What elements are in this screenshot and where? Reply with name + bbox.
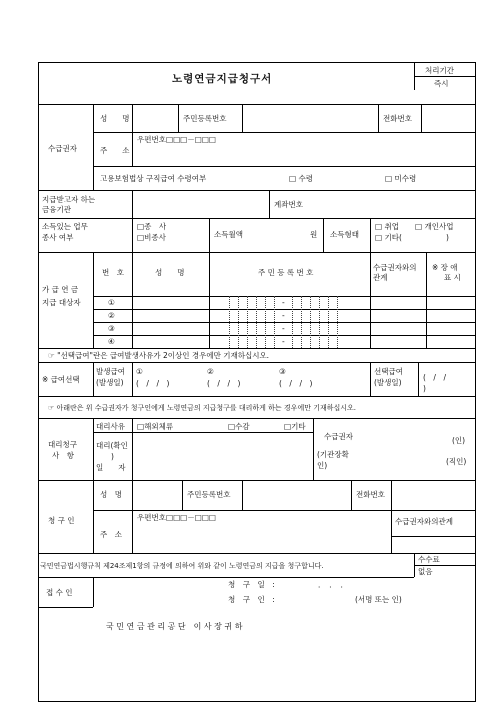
confirm-date-line3: 일 자 [96,463,126,472]
dependents-rrn-header: 주 민 등 록 번 호 [258,268,314,277]
received-checkbox[interactable]: □ 수령 [289,174,313,183]
dependents-name-header: 성 명 [155,268,185,277]
type-self-employed-checkbox[interactable]: □ 개인사업 [415,222,454,231]
confirm-date-line2: ) [96,452,114,461]
not-engaged-checkbox[interactable]: □비종사 [137,233,166,242]
income-label-line2: 종사 여부 [42,233,74,242]
claimant-proxy-name-label: 성 명 [100,490,122,499]
dependent-row-4-no: ④ [108,337,115,346]
reason-other-checkbox[interactable]: □기타 [284,422,306,431]
proxy-official-seal: (직인) [446,457,467,466]
engaged-checkbox[interactable]: □종 사 [137,222,167,231]
proxy-holder-sub-1: (기관장확 [317,450,349,459]
claimant-name-label: 성 명 [100,114,130,123]
proxy-reason-label: 대리사유 [96,422,125,431]
benefit-circle-1: ① [136,367,143,376]
selected-benefit-label-2: (발생일) [374,378,402,387]
proxy-holder-label: 수급권자 [324,432,353,441]
type-other-close: ) [446,233,449,242]
claimant-proxy-label: 청 구 인 [48,516,75,525]
fee-value: 없음 [418,567,433,576]
proxy-seal: (인) [452,436,466,445]
claimant-section-label: 수급권자 [48,144,77,153]
account-number-label: 계좌번호 [274,200,303,209]
proxy-note: ☞ 아래란은 위 수급권자가 청구인에게 노령연금의 지급청구를 대리하게 하는 경우에만 기재하십시오. [48,404,356,412]
selection-note: ☞ "선택급여"란은 급여발생사유가 2이상인 경우에만 기재하십시오. [48,351,270,360]
won-unit: 원 [310,230,318,239]
claimant-proxy-address-label: 주 소 [100,530,122,539]
declaration-text: 국민연금법시행규칙 제24조제1항의 규정에 의하여 위와 같이 노령연금의 지급을 청구합니다. [40,562,324,570]
bank-label-line1: 지급받고자 하는 [42,195,96,204]
claim-date-label: 청 구 일 : [228,580,275,589]
rrn-dash-3: - [282,324,285,333]
occurrence-label-2: (발생일) [96,378,124,387]
benefit-date-1: ( / / ) [136,379,170,388]
dependents-disability-header-1: ※ 장 애 [432,263,458,272]
not-received-checkbox[interactable]: □ 미수령 [385,174,417,183]
income-label-line1: 소득있는 업무 [42,222,88,231]
benefit-date-3: ( / / ) [279,379,313,388]
selected-benefit-label-1: 선택급여 [374,367,403,376]
form-title: 노령연금지급청구서 [172,73,273,85]
dependents-label-line2: 지급 대상자 [42,298,81,307]
rrn-dash-2: - [282,311,285,320]
dependents-relation-header-1: 수급권자와의 [373,263,417,272]
claimant-proxy-relation-label: 수급권자와의관계 [395,517,453,526]
fee-label: 수수료 [418,555,440,564]
claimant-postal-code: 우편번호□□□－□□□ [137,135,216,144]
claimant-phone-label: 전화번호 [383,114,412,123]
dependents-no-header: 번 호 [102,268,124,277]
reason-abroad-checkbox[interactable]: □해외체류 [137,422,174,431]
benefit-circle-3: ③ [279,367,286,376]
claimant-address-label: 주 소 [100,146,130,155]
type-other-checkbox[interactable]: □ 기타( [375,233,402,242]
rrn-dash-1: - [282,298,285,307]
claimant-rrn-label: 주민등록번호 [183,114,227,123]
dependents-relation-header-2: 관계 [373,273,388,282]
dependents-label-line1: 가 급 연 금 [42,285,79,294]
employment-insurance-label: 고용보험법상 구직급여 수령여부 [100,174,207,183]
dependent-row-2-no: ② [108,311,115,320]
bank-label-line2: 금융기관 [42,205,71,214]
benefit-selection-label: ※ 급여선택 [42,375,80,384]
claimant-proxy-rrn-label: 주민등록번호 [187,490,231,499]
income-type-label: 소득형태 [330,230,359,239]
benefit-circle-2: ② [207,367,214,376]
processing-period-label: 처리기간 [425,66,454,75]
dependents-disability-header-2: 표 시 [444,273,461,282]
benefit-date-2: ( / / ) [207,379,241,388]
recipient-text: 국 민 연 금 관 리 공 단 이 사 장 귀 하 [106,622,243,631]
dependent-row-1-no: ① [108,298,115,307]
sign-hint: (서명 또는 인) [355,595,402,604]
dependent-row-3-no: ③ [108,324,115,333]
claimant-sign-label: 청 구 인 : [228,595,275,604]
confirm-date-line1: 대리(확인 [96,441,128,450]
receipt-stamp-label: 접 수 인 [46,588,73,597]
claimant-proxy-phone-label: 전화번호 [356,490,385,499]
claimant-proxy-postal-code: 우편번호□□□－□□□ [137,513,216,522]
proxy-holder-sub-2: 인) [317,461,328,470]
selected-date-line1: ( / / [423,373,446,382]
monthly-income-label: 소득월액 [214,230,243,239]
reason-prison-checkbox[interactable]: □수감 [228,422,250,431]
type-employed-checkbox[interactable]: □ 취업 [375,222,399,231]
claim-date-value: ． ． ． [318,580,348,589]
occurrence-label-1: 발생급여 [96,367,125,376]
selected-date-line2: ) [423,384,426,393]
rrn-dash-4: - [282,337,285,346]
proxy-label-1: 대리청구 [48,440,77,449]
processing-period-value: 즉시 [434,79,449,88]
proxy-label-2: 사 항 [52,451,74,460]
